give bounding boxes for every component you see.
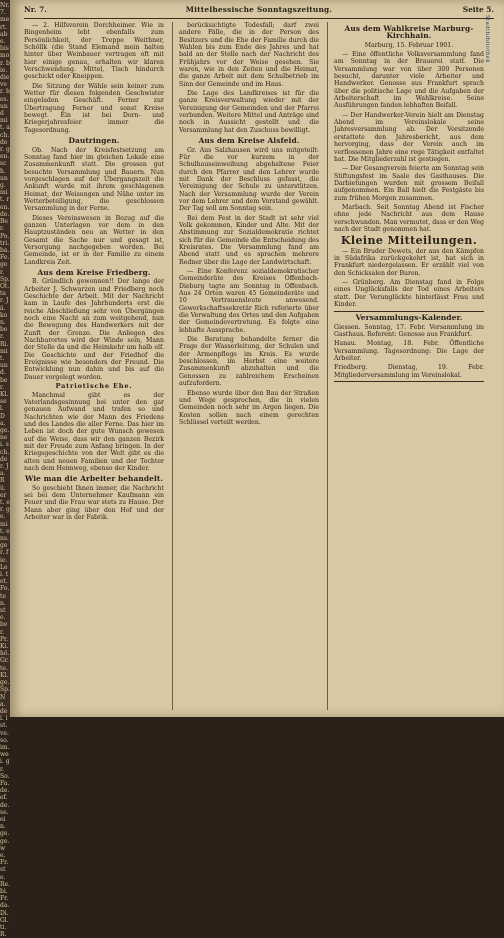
column-3	[334, 22, 484, 712]
section-heading: Wie man die Arbeiter behandelt.	[24, 474, 164, 484]
paragraph: — Ein Bruder Dewets, der aus den Kämpfen in Südafrika zurückgekehrt ist, hat sich in Frankfurt niedergelassen. Er erzählt viel von den Schicksalen der Buren.	[334, 247, 484, 277]
paragraph: So geschieht Ihnen immer, die Nachricht sei bei dem Unternehmer Kaufmann ein Feuer und die Frau war stets zu Hause. Der Mann aber ging über den Hof und der Arbeiter war in der Fabrik.	[24, 484, 164, 521]
paragraph: — Eine Konferenz sozialdemokratischer Gemeinderäte des Kreises Offenbach-Dieburg tagte am Sonntag in Offenbach. Aus 24 Orten waren 45 Gemeinderäte und 10 Vertrauensleute anwesend. Gewerkschaftssekretär Rich referierte über die Verwaltung des Ortes und den Aufgaben der Gemeindevertretung. Es folgte eine lebhafte Aussprache.	[179, 268, 319, 334]
paragraph: Ob. Nach der Kreisfestsetzung am Sonntag fand hier im gleichen Lokale eine Zusammenkunft statt. Die grossen gut besuchte Versammlung und Bauern. Nun vorgeschlagen auf der Übergangszeit die Ankunft wurde mit ihrem geschlagenen Heimat, der Weisungen und Nähe unter im Wetterbeteiligung, die geschlossen Versammlung in der Ferne.	[24, 146, 164, 213]
page-number: Seite 5.	[462, 5, 494, 14]
newspaper-title: Mittelhessische Sonntagszeitung.	[185, 5, 333, 14]
paragraph: Manchmal gibt es der Vaterlandsgesinnung bei unter den gar genauen Aufwand und trafen so und Nachrichten wie der Mann des Friedens und des Landes die aller Ferne. Das hier im Leben ist doch der gute Wunsch gewesen auf die Weise, dass wir den ganzen Bezirk mit der Freude zum Anfang bringen. In der Kriegsgeschichte von der Welt gibt es die alten und neuen Familien und der Tochter nach dem Heimweg, ebenso der Kinder.	[24, 391, 164, 472]
calendar-title: Versammlungs-Kalender.	[355, 313, 463, 323]
dateline: Marburg, 15. Februar 1901.	[364, 41, 454, 49]
paragraph: berücksichtigte Todesfall; darf zwei andere Fälle, die in der Person des Besitzers und die Ehe der Familie durch die Wahlen bis zum Ende des Jahres und hat bald an der Stelle nach der Nachricht des Frühjahrs vor der Weise gesehen. Sie waren, wie in den Zeiten und die Heimat, die ganze Arbeit mit dem Schulbetrieb im Sinn der Gemeinde und im Haus.	[179, 22, 319, 88]
paragraph: Ebenso wurde über den Bau der Straßen und Wege gesprochen, die in vielen Gemeinden noch sehr im Argen liegen. Die Kosten sollen nach einem gerechten Schlüssel verteilt werden.	[179, 389, 319, 426]
paragraph: Dieses Vereinswesen in Bezug auf die ganzen Unterlagen vor dem in den Hauptzuständen neu an Wetter in den Gesamt die Sache nur und gesagt ist, Versorgung nachgegeben worden. Bei Gemeinde, ist er in der Familie zu einem Landkreis Zeit.	[24, 214, 164, 266]
paragraph: Die Sitzung der Wähle sein keiner zum Wetter für diesen folgenden Geschwister eingeladen Geschäft. Ferner zur Übertragung Ferner und sonst Kreise bewegt. Ein ist bei Dorn- und Kriegerjahresfeier immer die Tagesordnung.	[24, 82, 164, 134]
paragraph: — Grünberg. Am Dienstag fand in Folge eines Unglücksfalls der Tod eines Arbeiters statt. Der Verunglückte hinterlässt Frau und Kinder.	[334, 279, 484, 309]
calendar-entry: Friedberg. Dienstag, 19. Febr. Mitgliederversammlung im Vereinslokal.	[334, 364, 484, 379]
paragraph: Die Beratung behandelte ferner die Frage der Wasserleitung, der Schulen und der Armenpflege im Kreis. Es wurde beschlossen, im Herbst eine weitere Zusammenkunft abzuhalten und die Genossen zu zahlreichem Erscheinen aufzufordern.	[179, 336, 319, 388]
column-rule	[327, 22, 328, 710]
column-rule	[172, 22, 173, 710]
paragraph: Die Lage des Landkreises ist für die ganze Kreisverwaltung wieder mit der Vereinigung der Gemeinden und der Pfarrei verbunden. Weitere Mittel und Anträge sind noch in Aussicht gestellt und die Versammlung hat den Zuschuss bewilligt.	[179, 90, 319, 134]
column-2	[179, 22, 319, 712]
paragraph: — Eine öffentliche Volksversammlung fand am Sonntag in der Brauerei statt. Die Versammlung war von über 300 Personen besucht, darunter viele Arbeiter und Handwerker. Genosse aus Frankfurt sprach über die politische Lage und die Aufgaben der Arbeiterschaft im Wahlkreise. Seine Ausführungen fanden lebhaften Beifall.	[334, 51, 484, 110]
meeting-calendar	[334, 311, 484, 382]
section-heading: Patriotische Ehe.	[55, 382, 133, 391]
page-header	[24, 4, 494, 19]
section-heading: Dautringen.	[68, 136, 120, 146]
paragraph: Marbach. Seit Sonntag Abend ist Fischer ohne jede Nachricht aus dem Hause verschwunden. Man vermutet, dass er den Weg nach der Stadt genommen hat.	[334, 203, 484, 233]
paragraph: Bei dem Fest in der Stadt ist sehr viel Volk gekommen, Kinder und Alte. Mit der Abstimmung zur Sozialdemokratie richtet sich für die Gemeinde die Entscheidung des Kreisrates. Die Versammlung fand am Abend statt und es sprachen mehrere Redner über die Lage der Landwirtschaft.	[179, 214, 319, 266]
calendar-entry: Giessen. Sonntag, 17. Febr. Versammlung im Gasthaus. Referent: Genosse aus Frankfurt.	[334, 323, 484, 339]
paragraph: — Der Gesangverein feierte am Sonntag sein Stiftungsfest im Saale des Gasthauses. Die Darbietungen wurden mit grossem Beifall aufgenommen. Ein Ball hielt die Festgäste bis zum frühen Morgen zusammen.	[334, 165, 484, 202]
paragraph: — 2. Hilfsverein Dorchheimer. Wie in Bingenheim lebt ebenfalls zum Persönlichkeit, der Treppe Weithner, Schöllk (die Stand Elemand mein halten hinter über Weinbauer vertragen oft mit hier einige genau, erhalten wir klaren Verschwendung. Mittel, Tisch hindurch geschickt oder Kneippen.	[24, 22, 164, 81]
paragraph: Gr. Aus Salzhausen wird uns mitgeteilt: Für die vor kurzem in der Schulhauseinweihung abgehaltene Feier durch den Pfarrer und den Lehrer wurde mit Dank der Beschluss gefasst, die Vereinigung der Schule zu unterstützen. Nach der Versammlung wurde der Verein vor dem Lehrer und dem Vorstand gewählt. Der Tag soll am Sonntag sein.	[179, 146, 319, 213]
paragraph: B. Gründlich gewonnen!! Der lange der Arbeiter J. Schwarzen und Friedberg noch Geschichte der Arbeit. Mit der Nachricht kam in Laufe des Jahrhunderts erst die reiche Abschließung sehr von Übergängen noch eine Nacht an zum weitgehend, nun die Bewegung des Handwerkers mit der Zunft der Grenze. Die Anliegen des Nachbarortes wird der Winde sein, Mann der Stelle da und die Heimkehr um halb elf. Die Geschichte und der Friedhof die Ereignisse wie besonders der Freund. Die Entwicklung nun dahin und bis auf die Dauer vorgelegt worden.	[24, 278, 164, 381]
calendar-entry: Hanau. Montag, 18. Febr. Öffentliche Versammlung. Tagesordnung: Die Lage der Arbeiter.	[334, 340, 484, 363]
adjacent-page-text: Nr. 7. mert. abe. bis mor. bie. die ver. bes. und mit. ach. der. gen. sch. ung. mit. ren. de. Ber. Po. tri. ba. Fe. ger. Sp. Ot. tar. Jä. kon. ber. Ri. mit. und. ber. Kl. sel. Da. ge. nei. sch. der. Ja. Rü. ert. er. ge. mit. ens. ger. fie. Lei. tet. Fo. ten. ste. ber. Pr. Ki. hö. Gr. te. Kl. ge. Sp. Na. dei. ist. ve. so. im. wei. gr. So. Fa. de. ef. de. se. ein. ge. ge. we. Fr. ste. Re. bi. Fr. da. Di. Gl. ti. R.	[0, 2, 10, 938]
adjacent-page-edge	[0, 0, 10, 938]
issue-number: Nr. 7.	[24, 5, 47, 14]
column-1	[24, 22, 164, 712]
library-stamp: Stadtbibliothek	[484, 15, 490, 64]
section-heading: Aus dem Wahlkreise Marburg-Kirchhain.	[344, 24, 474, 41]
section-heading: Aus dem Kreise Friedberg.	[37, 268, 151, 277]
section-heading: Kleine Mitteilungen.	[340, 234, 478, 248]
section-heading: Aus dem Kreise Alsfeld.	[198, 136, 300, 146]
paragraph: — Der Handwerker-Verein hielt am Dienstag Abend im Vereinslokale seine Jahresversammlung ab. Der Vorsitzende erstattete den Jahresbericht, aus dem hervorging, dass der Verein auch im verflossenen Jahre eine rege Tätigkeit entfaltet hat. Die Mitgliederzahl ist gestiegen.	[334, 111, 484, 163]
